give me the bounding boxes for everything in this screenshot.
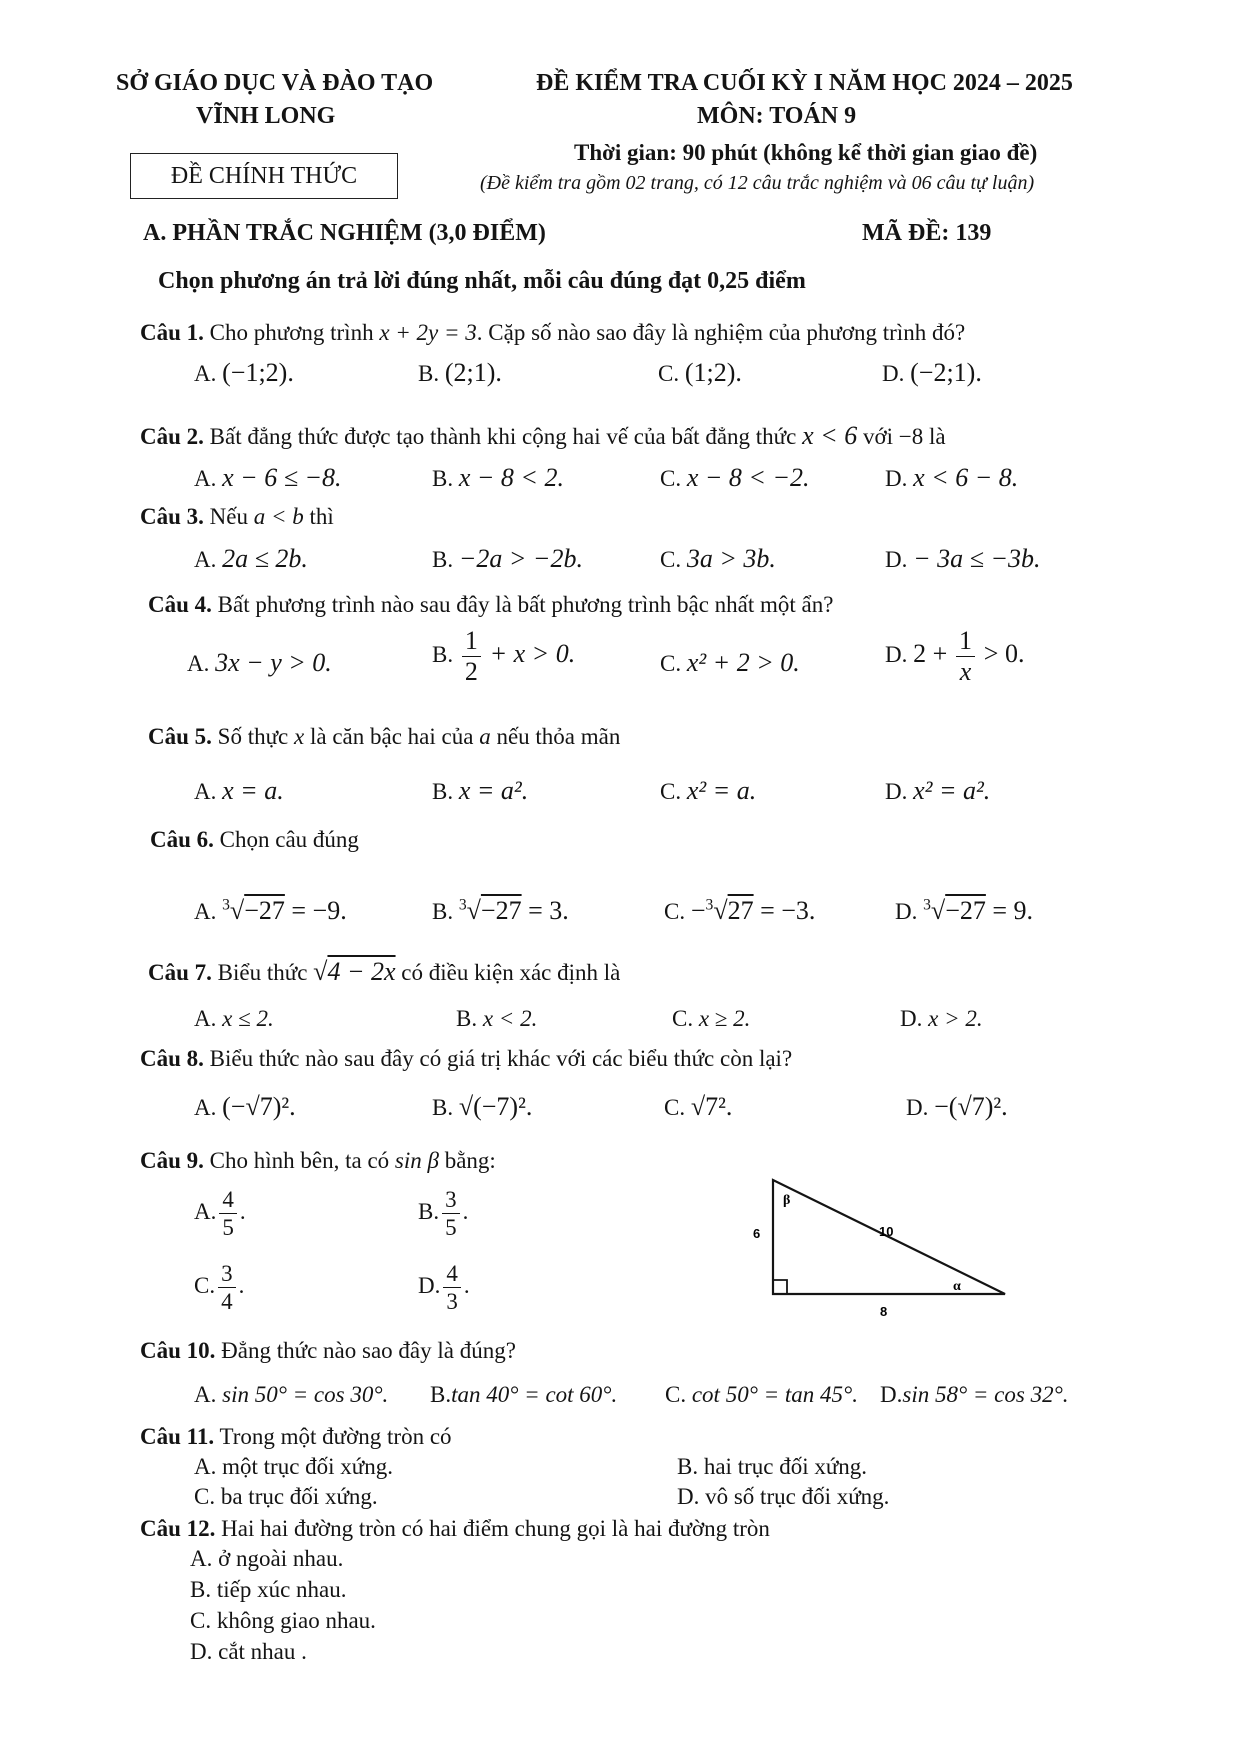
department-name: SỞ GIÁO DỤC VÀ ĐÀO TẠO — [116, 70, 434, 96]
q1-option-d: D. (−2;1). — [882, 358, 982, 387]
subject-title: MÔN: TOÁN 9 — [697, 103, 857, 129]
question-number: Câu 9. — [140, 1148, 204, 1173]
fraction: $\frac{1}{2}$ — [462, 628, 481, 685]
question-7: Câu 7. Biểu thức √4 − 2x có điều kiện xác định là — [148, 957, 621, 986]
q2-option-b: B. x − 8 < 2. — [432, 463, 564, 492]
q11-option-c: C. ba trục đối xứng. — [194, 1484, 378, 1509]
q12-option-a: A. ở ngoài nhau. — [190, 1546, 344, 1571]
official-label: ĐỀ CHÍNH THỨC — [170, 162, 358, 189]
q10-option-d: D.sin 58° = cos 32°. — [880, 1382, 1069, 1407]
inequality: x < 6 — [802, 421, 858, 450]
time-note-text: Thời gian: 90 phút (không kể thời gian giao đề) — [574, 140, 1038, 165]
q10-option-a: A. sin 50° = cos 30°. — [194, 1382, 389, 1407]
question-number: Câu 12. — [140, 1516, 216, 1541]
q7-option-b: B. x < 2. — [456, 1006, 538, 1031]
q5-option-a: A. x = a. — [194, 776, 284, 805]
q10-option-c: C. cot 50° = tan 45°. — [665, 1382, 858, 1407]
official-exam-box — [130, 153, 398, 199]
q8-option-b: B. √(−7)². — [432, 1092, 533, 1121]
time-note — [574, 140, 1037, 166]
q12-option-d: D. cắt nhau . — [190, 1639, 307, 1664]
instruction-line: Chọn phương án trả lời đúng nhất, mỗi câu đúng đạt 0,25 điểm — [158, 268, 806, 294]
question-text: Cho phương trình — [209, 320, 374, 345]
q12-option-c: C. không giao nhau. — [190, 1608, 376, 1633]
question-number: Câu 4. — [148, 592, 212, 617]
q9-option-a: A. $\frac{4}{5}$ . — [194, 1187, 246, 1240]
q4-option-a: A. 3x − y > 0. — [187, 648, 332, 677]
right-triangle-figure — [745, 1170, 1025, 1320]
q5-option-b: B. x = a². — [432, 776, 529, 805]
q9-option-b: B. $\frac{3}{5}$ . — [418, 1187, 469, 1240]
question-10: Câu 10. Đẳng thức nào sao đây là đúng? — [140, 1338, 516, 1363]
section-a-heading: A. PHẦN TRẮC NGHIỆM (3,0 ĐIỂM) — [143, 220, 546, 246]
q2-option-a: A. x − 6 ≤ −8. — [194, 463, 342, 492]
q6-option-b: B. $^3$√−27 = 3. — [432, 896, 569, 925]
q6-option-c: C. −$^3$√27 = −3. — [664, 896, 816, 925]
angle-alpha-label: α — [953, 1279, 961, 1294]
q9-option-c: C. $\frac{3}{4}$ . — [194, 1261, 245, 1314]
equation: x + 2y = 3 — [379, 320, 477, 345]
exam-title: ĐỀ KIỂM TRA CUỐI KỲ I NĂM HỌC 2024 – 2025 — [536, 70, 1073, 96]
q10-option-b: B.tan 40° = cot 60°. — [430, 1382, 618, 1407]
q12-option-b: B. tiếp xúc nhau. — [190, 1577, 347, 1602]
q2-option-d: D. x < 6 − 8. — [885, 463, 1019, 492]
q4-option-d: D. 2 + $\frac{1}{x}$ > 0. — [885, 626, 1025, 686]
q1-option-c: C. (1;2). — [658, 358, 742, 387]
side-left-label: 6 — [753, 1226, 761, 1241]
q4-option-b: B. $\frac{1}{2}$ + x > 0. — [432, 626, 576, 686]
question-number: Câu 8. — [140, 1046, 204, 1071]
question-text: Nếu — [209, 504, 248, 529]
question-number: Câu 2. — [140, 424, 204, 449]
question-text-2: thì — [309, 504, 334, 529]
question-4 — [148, 592, 833, 618]
question-number: Câu 7. — [148, 960, 212, 985]
question-number: Câu 6. — [150, 827, 214, 852]
question-number: Câu 5. — [148, 724, 212, 749]
province-name: VĨNH LONG — [196, 103, 336, 129]
q3-option-b: B. −2a > −2b. — [432, 544, 583, 573]
q11-option-d: D. vô số trục đối xứng. — [677, 1484, 890, 1509]
question-9: Câu 9. Cho hình bên, ta có sin β bằng: — [140, 1148, 496, 1173]
question-number: Câu 10. — [140, 1338, 216, 1363]
q2-option-c: C. x − 8 < −2. — [660, 463, 810, 492]
question-number: Câu 3. — [140, 504, 204, 529]
q3-option-c: C. 3a > 3b. — [660, 544, 776, 573]
q6-option-a: A. $^3$√−27 = −9. — [194, 896, 347, 925]
condition: a < b — [253, 504, 304, 529]
side-hypotenuse-label: 10 — [879, 1224, 894, 1239]
q8-option-a: A. (−√7)². — [194, 1092, 296, 1121]
exam-code: MÃ ĐỀ: 139 — [862, 220, 992, 246]
question-11: Câu 11. Trong một đường tròn có — [140, 1424, 452, 1449]
q7-option-d: D. x > 2. — [900, 1006, 983, 1031]
q7-option-c: C. x ≥ 2. — [672, 1006, 751, 1031]
q6-option-d: D. $^3$√−27 = 9. — [895, 896, 1034, 925]
q8-option-d: D. −(√7)². — [906, 1092, 1008, 1121]
q3-option-a: A. 2a ≤ 2b. — [194, 544, 308, 573]
question-text: Bất đẳng thức được tạo thành khi cộng hai vế của bất đẳng thức — [209, 424, 797, 449]
angle-beta-label: β — [783, 1193, 791, 1208]
q8-option-c: C. √7². — [664, 1092, 733, 1121]
q1-option-a: A. (−1;2). — [194, 358, 294, 387]
q7-option-a: A. x ≤ 2. — [194, 1006, 274, 1031]
question-6: Câu 6. Chọn câu đúng — [150, 827, 359, 852]
q4-option-c: C. x² + 2 > 0. — [660, 648, 800, 677]
question-text: Bất phương trình nào sau đây là bất phương trình bậc nhất một ẩn? — [217, 592, 834, 617]
question-1 — [140, 320, 965, 346]
q1-option-b: B. (2;1). — [418, 358, 502, 387]
q3-option-d: D. − 3a ≤ −3b. — [885, 544, 1041, 573]
q9-option-d: D. $\frac{4}{3}$ . — [418, 1261, 470, 1314]
q11-option-a: A. một trục đối xứng. — [194, 1454, 394, 1479]
q5-option-c: C. x² = a. — [660, 776, 757, 805]
pages-note: (Đề kiểm tra gồm 02 trang, có 12 câu trắc nghiệm và 06 câu tự luận) — [480, 172, 1035, 194]
question-text-2: với −8 là — [862, 424, 946, 449]
question-8: Câu 8. Biểu thức nào sau đây có giá trị khác với các biểu thức còn lại? — [140, 1046, 793, 1071]
right-angle-mark — [773, 1280, 787, 1294]
fraction: $\frac{1}{x}$ — [956, 628, 975, 685]
q5-option-d: D. x² = a². — [885, 776, 991, 805]
question-text-2: . Cặp số nào sao đây là nghiệm của phương trình đó? — [476, 320, 966, 345]
question-2 — [140, 421, 946, 451]
question-5: Câu 5. Số thực x là căn bậc hai của a nếu thỏa mãn — [148, 724, 621, 749]
question-12: Câu 12. Hai hai đường tròn có hai điểm chung gọi là hai đường tròn — [140, 1516, 770, 1541]
question-number: Câu 1. — [140, 320, 204, 345]
question-number: Câu 11. — [140, 1424, 215, 1449]
question-3 — [140, 504, 334, 530]
side-bottom-label: 8 — [880, 1304, 888, 1319]
q11-option-b: B. hai trục đối xứng. — [677, 1454, 868, 1479]
